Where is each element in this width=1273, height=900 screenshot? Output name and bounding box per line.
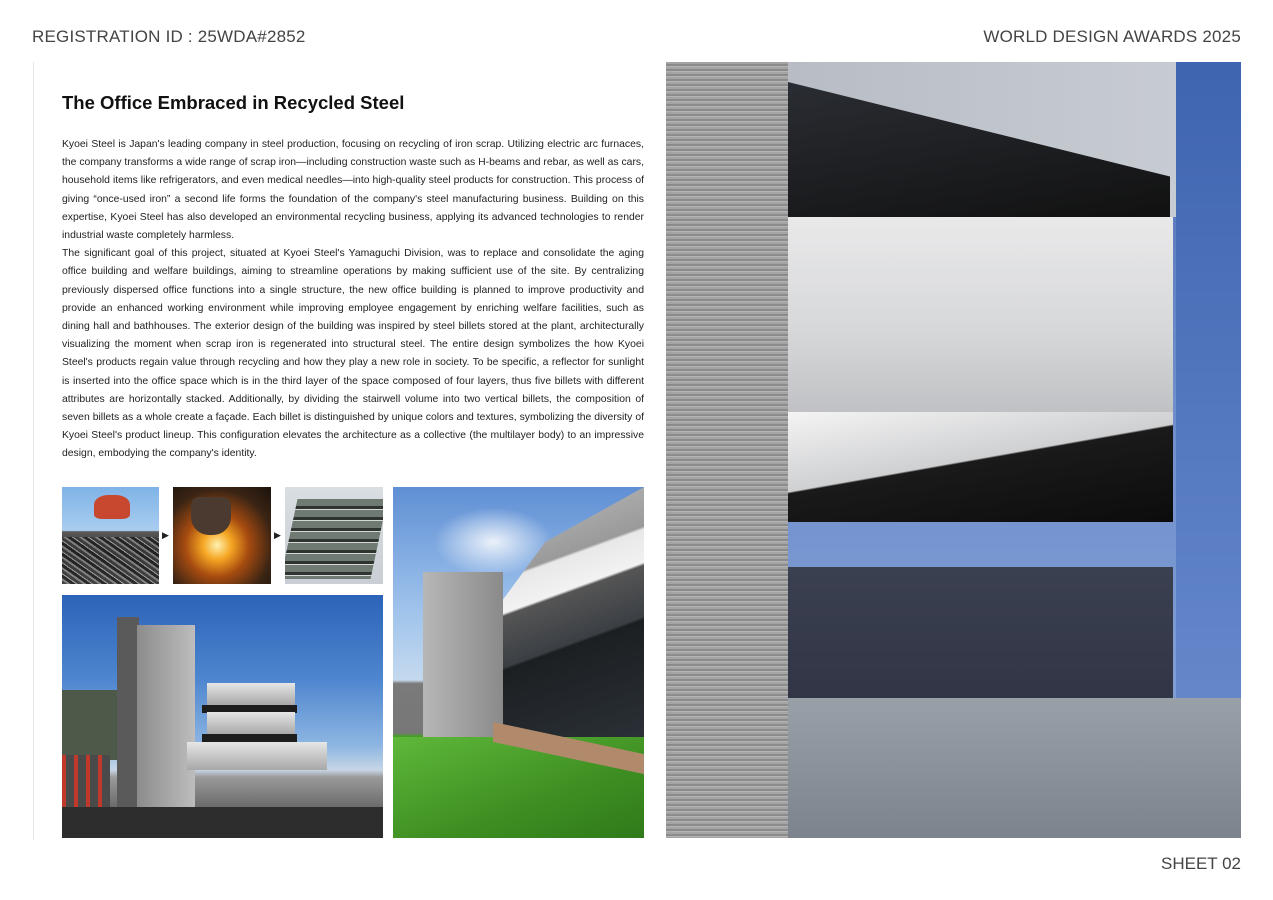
billet-slab — [207, 683, 295, 705]
slab-gap — [202, 734, 297, 742]
red-gate — [62, 755, 110, 810]
crane-magnet — [94, 495, 130, 519]
article-body — [62, 136, 644, 464]
garden-view-photo — [393, 487, 644, 838]
paragraph-2: The significant goal of this project, situated at Kyoei Steel's Yamaguchi Division, was to replace and consolidate the aging office building and welfare buildings, aiming to streamline operations by making sufficient use of the site. By centralizing previously dispersed office functions into a single structure, the new office building is planned to improve productivity and provide an enhanced working environment while improving employee engagement by enriching welfare facilities, such as dining hall and bathhouses. The exterior design of the building was inspired by steel billets stored at the plant, architecturally visualizing the moment when scrap iron is regenerated into structural steel. The entire design symbolizes the how Kyoei Steel's products regain value through recycling and how they play a new role in society. To be specific, a reflector for sunlight is inserted into the office space which is in the third layer of the space composed of four layers, thus five billets with different attributes are horizontally stacked. Additionally, by dividing the stairwell volume into two vertical billets, the composition of seven billets as a whole create a façade. Each billet is distinguished by unique colors and textures, symbolizing the diversity of Kyoei Steel's product lineup. This configuration elevates the architecture as a collective (the multilayer body) to an impressive design, embodying the company's identity. — [62, 248, 644, 460]
base-billet — [778, 698, 1241, 838]
white-billet — [788, 217, 1173, 412]
billet-underside — [788, 412, 1173, 522]
sheet-number: SHEET 02 — [1160, 854, 1241, 873]
textured-stair-wall — [666, 62, 788, 838]
parking-lot — [62, 807, 383, 838]
billet-stack — [285, 499, 383, 579]
furnace-ladle — [191, 497, 231, 535]
stair-tower-shadow — [117, 617, 139, 809]
facade-closeup-photo — [666, 62, 1241, 838]
award-title: WORLD DESIGN AWARDS 2025 — [983, 27, 1241, 46]
left-divider — [33, 62, 34, 840]
electric-furnace-photo — [173, 487, 271, 584]
steel-billets-photo — [285, 487, 383, 584]
process-arrow-icon: ▶ — [162, 530, 169, 540]
scrap-pile — [62, 537, 159, 584]
scrap-iron-photo — [62, 487, 159, 584]
article-title: The Office Embraced in Recycled Steel — [62, 92, 405, 113]
stair-tower — [137, 625, 195, 810]
building-exterior-photo — [62, 595, 383, 838]
neighbor-building — [62, 690, 117, 760]
paragraph-1: Kyoei Steel is Japan's leading company in steel production, focusing on recycling of iron scrap. Utilizing electric arc furnaces, the company transforms a wide range of scrap iron—including construction waste such as H-beams and rebar, as well as cars, household items like refrigerators, and even medical needles—into high-quality steel products for construction. This process of giving “once-used iron” a second life forms the foundation of the company's steel manufacturing business. Building on this expertise, Kyoei Steel has also developed an environmental recycling business, applying its advanced technologies to render industrial waste completely harmless. — [62, 139, 644, 242]
billet-slab — [187, 742, 327, 770]
billet-slab — [207, 712, 295, 734]
concrete-wall — [423, 572, 503, 737]
process-arrow-icon: ▶ — [274, 530, 281, 540]
registration-id: REGISTRATION ID : 25WDA#2852 — [32, 27, 306, 46]
